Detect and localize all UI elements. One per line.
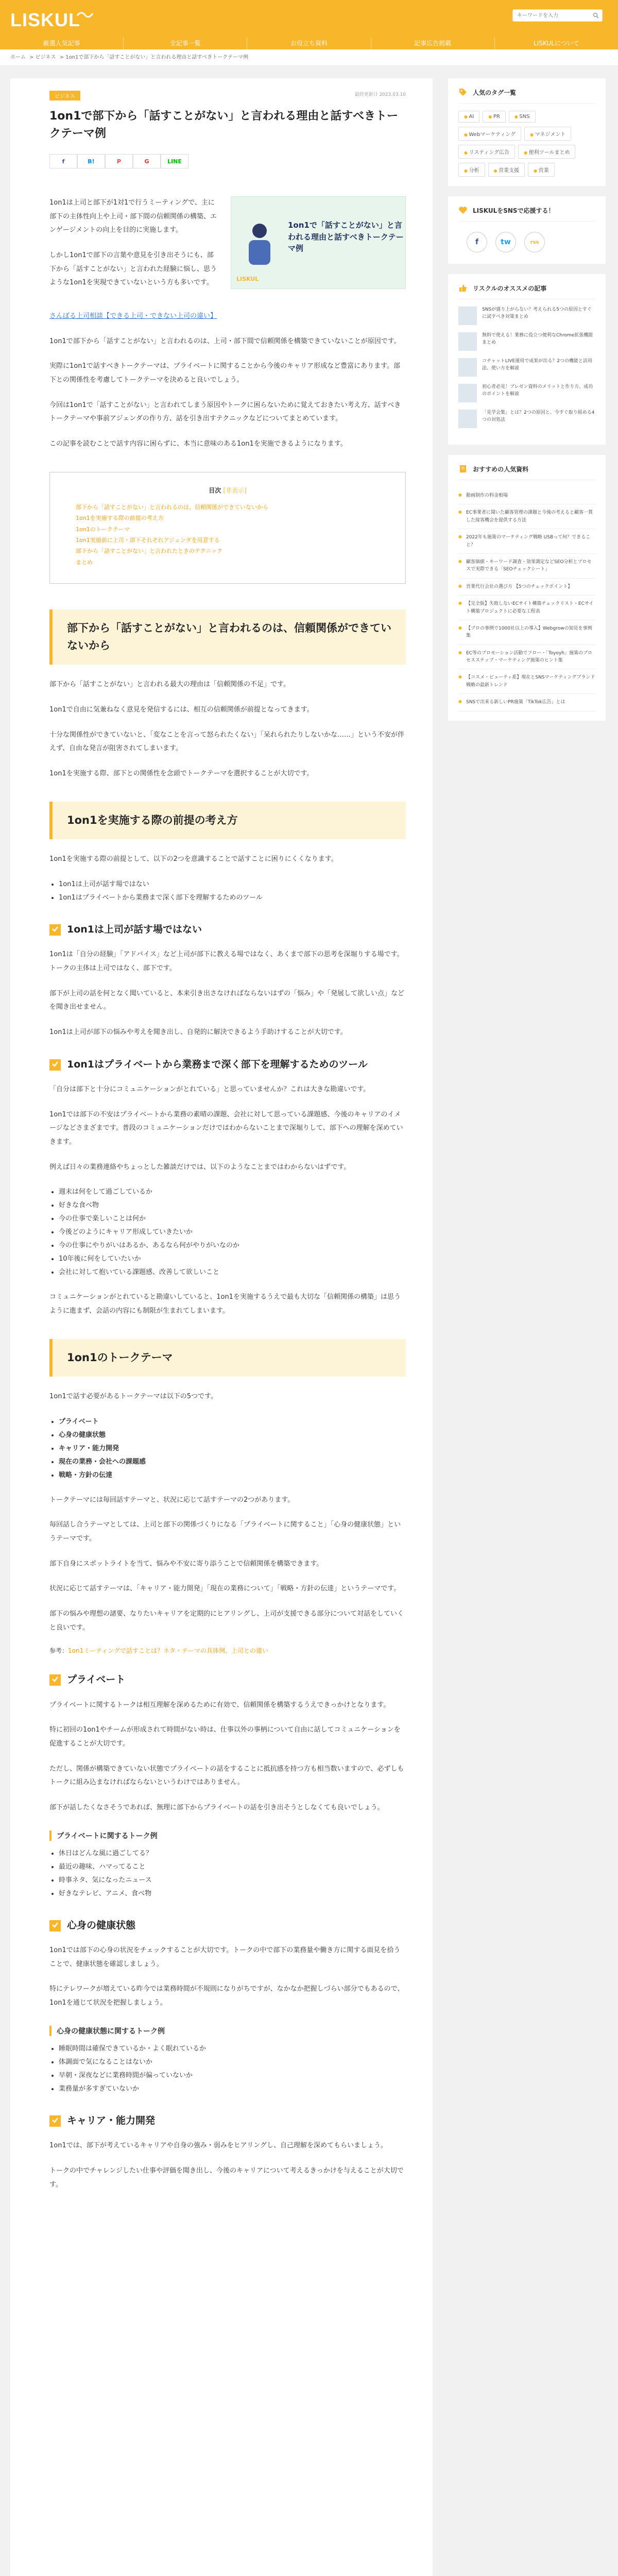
tag-icon [458,88,468,97]
logo-wave-icon [76,9,94,20]
body-para: 状況に応じて話すテーマは、「キャリア・能力開発」「現在の業務について」「戦略・方針の伝達」というテーマです。 [49,1585,401,1593]
list-item: • 現在の業務・会社への課題感 [59,1455,406,1469]
tag-link[interactable]: ● PR [483,111,506,123]
global-nav [0,37,618,49]
list-item: • 1on1は上司が話す場ではない [59,878,406,891]
list-item: • 週末は何をして過ごしているか [59,1185,406,1199]
list-item: • 好きなテレビ、アニメ、食べ物 [59,1887,406,1901]
share-buttons [49,154,406,168]
bullet-list [59,1847,406,1901]
body-para: ただし、関係が構築できていない状態でプライベートの話をすることに抵抗感を持つ方も相当数いますので、必ずしもトークに組み込まなければならないというわけではありません。 [49,1765,404,1787]
follow-twitter-button[interactable]: tw [495,232,516,252]
list-item: • 心身の健康状態 [59,1429,406,1442]
article-dates: 最終更新日 2023.03.10 [354,92,406,97]
ranking-item[interactable]: ● 【コスメ・ビューティ系】現在とSNSマーケティングブランド戦略の最新トレンド [458,669,595,694]
ranking-item[interactable]: ● EC等のプロモーション活動でフロー・「Toyoyh」施策のプロセスステップ・マーケティング施策のヒント集 [458,645,595,670]
tag-link[interactable]: ● 営業支援 [488,163,525,177]
body-para: 部下が話したくなさそうであれば、無理に部下からプライベートの話を引き出そうとしなくても良いでしょう。 [49,1804,384,1812]
toc-item[interactable]: 1on1実施前に上司・部下それぞれアジェンダを用意する [76,536,220,544]
body-para: この記事を読むことで話す内容に困らずに、本当に意味のある1on1を実施できるようになります。 [49,440,347,448]
site-logo[interactable]: LISKUL [10,9,80,30]
ranking-item[interactable]: ● SNSで出来る新しいPR施策「TikTok広告」とは [458,694,595,711]
bullet-list [59,1415,406,1482]
body-para: 毎回話し合うテーマとしては、上司と部下の関係づくりになる「プライベートに関すること」「心身の健康状態」というテーマです。 [49,1521,401,1543]
list-item: • 睡眠時間は確保できているか・よく眠れているか [59,2042,406,2056]
body-para: トークテーマには毎回話すテーマと、状況に応じて話すテーマの2つがあります。 [49,1496,295,1504]
body-para: 十分な関係性ができていないと、「変なことを言って怒られたくない」「呆れられたりしないかな……」という不安が伴えず、自由な発言が阻害されてしまいます。 [49,731,405,753]
body-para: 1on1を実施する際の前提として、以下の2つを意識することで話すことに困りにくくなります。 [49,855,338,863]
ranking-item[interactable]: ● 【完全版】失敗しないECサイト構築チェックリスト・ECサイト構築プロジェクトに必要な工程表 [458,596,595,620]
tag-link[interactable]: ● 便利ツールまとめ [518,145,575,159]
related-link[interactable]: さんぽる上司相談【できる上司・できない上司の違い】 [49,312,217,320]
breadcrumb-category[interactable]: ビジネス [35,55,56,60]
ranking-item[interactable]: ● EC事業者に聞いた顧客管理の課題と今後の考えると顧客一貫した接客機会を提供する方法 [458,504,595,529]
body-para: 特に初回の1on1やチームが形成されて時間がない時は、仕事以外の事柄について自由に話してコミュニケーションを促進することが大切です。 [49,1726,401,1748]
search-icon[interactable] [593,12,599,19]
nav-advertise[interactable]: 記事広告掲載 [371,37,494,49]
list-item: • 会社に対して抱いている課題感、改善して欲しいこと [59,1266,406,1279]
body-para: 1on1では部下の不安はプライベートから業務の素晴の課題、会社に対して思っている課題感、今後のキャリアのイメージなどさまざまです。普段のコミュニケーションだけではわからないことまで深堀りして、部下への理解を深めていきます。 [49,1110,403,1146]
list-item: • 10年後に何をしていたいか [59,1252,406,1266]
list-item: • 早朝・深夜などに業務時間が偏っていないか [59,2069,406,2082]
ranking-item[interactable]: ● 【プロの事例で1000社以上の導入】Webgrowの知見を事例集 [458,620,595,645]
check-icon [52,1921,59,1928]
body-para: コミュニケーションがとれていると勘違いしていると、1on1を実施するうえで最も大切な「信頼関係の構築」は思うように進まず、会話の内容にも制限が生まれてしまいます。 [49,1293,401,1315]
thumbnail [458,384,477,402]
section-heading: 1on1を実施する際の前提の考え方 [49,802,406,840]
body-para: 部下が上司の話を何となく聞いていると、本来引き出さなければならないはずの「悩み」や「発展して欲しい点」などを聞き出せません。 [49,989,405,1011]
toc-toggle[interactable]: [非表示] [223,486,247,494]
site-header [0,0,618,49]
list-item: • 戦略・方針の伝達 [59,1469,406,1482]
subsection-heading: 1on1は上司が話す場ではない [49,922,406,937]
body-para: 1on1を実施する際、部下との関係性を念頭でトークテーマを選択することが大切です。 [49,770,314,778]
nav-all-articles[interactable]: 全記事一覧 [123,37,247,49]
minor-heading: 心身の健康状態に関するトーク例 [49,2026,406,2036]
body-para: 実際に1on1で話すべきトークテーマは、プライベートに関することから今後のキャリア形成など豊富にあります。部下との関係性を考慮してトークテーマを決めると良いでしょう。 [49,362,401,384]
ranking-item[interactable]: ● 動画制作の料金相場 [458,487,595,504]
toc-item[interactable]: まとめ [76,558,93,566]
tag-link[interactable]: ● リスティング広告 [458,145,515,159]
search-input[interactable] [513,10,588,21]
reference-anchor[interactable]: 1on1ミーティングで話すことは？ネタ・テーマの具体例、上司との違い [68,1647,269,1655]
share-hatena-button[interactable]: B! [77,154,105,168]
subsection-heading: 1on1はプライベートから業務まで深く部下を理解するためのツール [49,1057,406,1072]
body-para: 1on1は「自分の経験」「アドバイス」など上司が部下に教える場ではなく、あくまで部下の思考を深堀りする場です。トークの主体は上司ではなく、部下です。 [49,951,404,973]
subsection-heading: 心身の健康状態 [49,1918,406,1933]
toc-item[interactable]: 1on1のトークテーマ [76,526,130,533]
tag-link[interactable]: ● 分析 [458,163,485,177]
list-item: • キャリア・能力開発 [59,1442,406,1455]
breadcrumb-home[interactable]: ホーム [10,55,26,60]
bullet-list [59,2042,406,2096]
body-para: 1on1で部下から「話すことがない」と言われるのは、上司・部下間で信頼関係を構築できていないことが原因です。 [49,337,401,345]
tag-link[interactable]: ● SNS [509,111,536,123]
list-item: • 休日はどんな風に過ごしてる？ [59,1847,406,1860]
list-item: • 今の仕事にやりがいはあるか、あるなら何がやりがいなのか [59,1239,406,1252]
body-para: 1on1で話す必要があるトークテーマは以下の5つです。 [49,1393,217,1401]
list-item: • 今の仕事で楽しいことは何か [59,1212,406,1226]
intro-para-2: しかし1on1で部下の言葉や意見を引き出そうにも、部下から「話すことがない」と言われた経験に悩し、思うような1on1を実現できていないという方も多いです。 [49,251,217,287]
recommend-item[interactable]: コチャットLIVE運用で成果が出る？2つの機能と活用法、使い方を解説 [458,358,595,377]
list-item: • 好きな食べ物 [59,1199,406,1212]
list-item: • 業務量が多すぎていないか [59,2082,406,2096]
widget-title: 人気のタグ一覧 [458,88,595,104]
popular-tags-widget [448,78,606,186]
body-para: 部下から「話すことがない」と言われる最大の理由は「信頼関係の不足」です。 [49,681,290,689]
tag-link[interactable]: ● Webマーケティング [458,127,521,141]
nav-about[interactable]: LISKULについて [494,37,618,49]
widget-title: おすすめの人気資料 [458,464,595,480]
recommend-item[interactable]: 無料で使える！業務に役立つ便利なChrome拡張機能まとめ [458,332,595,351]
check-icon [52,1060,59,1067]
thumbs-up-icon [458,283,468,293]
body-para: 部下自身にスポットライトを当て、悩みや不安に寄り添うことで信頼関係を構築できます。 [49,1560,323,1568]
tag-link[interactable]: ● 営業 [528,163,555,177]
body-para: 1on1は上司が部下の悩みや考えを聞き出し、自発的に解決できるよう手助けすることが大切です。 [49,1028,347,1036]
body-para: 1on1では部下の心身の状況をチェックすることが大切です。トークの中で部下の業務量や働き方に関する面見を拾うことで、健康状態を確認しましょう。 [49,1946,401,1968]
eyecatch-brand: LISKUL [236,276,259,283]
follow-facebook-button[interactable]: f [467,232,487,252]
recommend-widget [448,274,606,445]
reference-link: 参考：1on1ミーティングで話すことは？ネタ・テーマの具体例、上司との違い [49,1647,269,1655]
category-tag[interactable]: ビジネス [49,91,80,100]
check-icon [52,1675,59,1683]
recommend-item[interactable]: 「見学会集」とは？2つの原因と、今すぐ取り組める4つの対処法 [458,410,595,428]
ranking-item[interactable]: ● 2022年も施策のマーケティング戦略 USBって何？できること？ [458,529,595,554]
body-para: プライベートに関するトークは相互理解を深めるために有効で、信頼関係を構築するうえできっかけとなります。 [49,1701,390,1709]
subsection-heading: キャリア・能力開発 [49,2113,406,2128]
breadcrumb: ホーム > ビジネス > 1on1で部下から「話すことがない」と言われる理由と話すべきトークテーマ例 [0,49,618,66]
recommend-item[interactable]: 初心者必見！プレゼン資料のメリットと作り方、成功のポイントを解説 [458,384,595,402]
ranking-widget [448,455,606,721]
follow-widget [448,196,606,264]
table-of-contents [49,472,406,584]
widget-title: LISKULをSNSで応援する！ [458,206,595,222]
follow-rss-button[interactable]: rss [524,232,545,252]
toc-item[interactable]: 部下から「話すことがない」と言われるのは、信頼関係ができていないから [76,503,268,511]
share-pocket-button[interactable]: P [105,154,133,168]
body-para: 特にテレワークが増えている昨今では業務時間が不規則になりがちですが、なかなか把握しづらい部分でもあるので、1on1を通じて状況を把握しましょう。 [49,1985,404,2007]
recommend-item[interactable]: SNSが盛り上がらない？考えられる5つの原因とすぐに試すべき対策まとめ [458,307,595,325]
sidebar [448,78,606,731]
toc-item[interactable]: 部下から「話すことがない」と言われたときのテクニック [76,548,222,555]
share-facebook-button[interactable]: f [49,154,77,168]
body-para: 部下の悩みや理想の諸要、なりたいキャリアを定期的にヒアリングし、上司が支援できる部分について対話をしていくと良いです。 [49,1610,404,1632]
thumbnail [458,332,477,351]
section-heading: 部下から「話すことがない」と言われるのは、信頼関係ができていないから [49,609,406,665]
list-item: • 1on1はプライベートから業務まで深く部下を理解するためのツール [59,891,406,905]
list-item: • プライベート [59,1415,406,1429]
bullet-list [59,878,406,905]
ranking-item[interactable]: ● 営業代行会社の選び方 【5つのチェックポイント】 [458,579,595,596]
article-title: 1on1で部下から「話すことがない」と言われる理由と話すべきトークテーマ例 [49,110,398,141]
search-box[interactable] [512,9,603,22]
ranking-item[interactable]: ● 顧客価値・キーワード調査・効果測定などSEO分析とプロセスで実際できる「SEOチェックシート」 [458,554,595,579]
toc-title: 目次 [非表示] [209,486,247,494]
person-illustration-icon [242,221,278,267]
list-item: • 最近の趣味、ハマってること [59,1860,406,1874]
subsection-heading: プライベート [49,1672,406,1687]
minor-heading: プライベートに関するトーク例 [49,1831,406,1841]
section-heading: 1on1のトークテーマ [49,1339,406,1377]
list-item: • 時事ネタ、気になったニュース [59,1874,406,1887]
body-para: 今回は1on1で「話すことがない」と言われてしまう原因やトークに困らないために覚えておきたい考え方、話すべきトークテーマや事前アジェンダの作り方、話を引き出すテクニックなどについてまとめています。 [49,401,401,423]
share-google-button[interactable]: G [133,154,161,168]
breadcrumb-current: 1on1で部下から「話すことがない」と言われる理由と話すべきトークテーマ例 [65,55,249,60]
document-icon [458,464,468,473]
thumbnail [458,307,477,325]
body-para: 例えば日々の業務連絡やちょっとした雑談だけでは、以下のようなことまではわからないはずです。 [49,1163,351,1171]
nav-resources[interactable]: お役立ち資料 [247,37,370,49]
body-para: 1on1で自由に気兼ねなく意見を発信するには、相互の信頼関係が前提となってきます。 [49,706,314,714]
eyecatch-image [231,196,406,289]
nav-popular[interactable]: 厳選人気記事 [43,40,80,47]
intro-para-1: 1on1は上司と部下が1対1で行うミーティングで、主に部下の主体性向上や上司・部下間の信頼関係の構築、エンゲージメントの向上を目的に実施します。 [49,199,217,234]
article-main [10,78,433,2576]
check-icon [52,925,59,933]
body-para: 1on1では、部下が考えているキャリアや自身の強み・弱みをヒアリングし、自己理解を深めてもらいましょう。 [49,2142,387,2150]
thumbnail [458,410,477,428]
list-item: • 今後どのようにキャリア形成していきたいか [59,1226,406,1239]
tag-link[interactable]: ● AI [458,111,479,123]
intro-section [49,196,406,310]
body-para: 「自分は部下と十分にコミュニケーションがとれている」と思っていませんか？これは大きな勘違いです。 [49,1086,370,1094]
eyecatch-title: 1on1で「話すことがない」と言われる理由と話すべきトークテーマ例 [288,221,404,253]
widget-title: リスクルのオススメの記事 [458,283,595,299]
list-item: • 体調面で気になることはないか [59,2056,406,2069]
body-para: トークの中でチャレンジしたい仕事や評価を聞き出し、今後のキャリアについて考えるきっかけを与えることが大切です。 [49,2166,404,2189]
thumbnail [458,358,477,377]
share-line-button[interactable]: LINE [161,154,188,168]
check-icon [52,2116,59,2124]
toc-item[interactable]: 1on1を実施する際の前提の考え方 [76,515,164,522]
bullet-list [59,1185,406,1279]
heart-icon [458,206,468,215]
tag-link[interactable]: ● マネジメント [524,127,571,141]
